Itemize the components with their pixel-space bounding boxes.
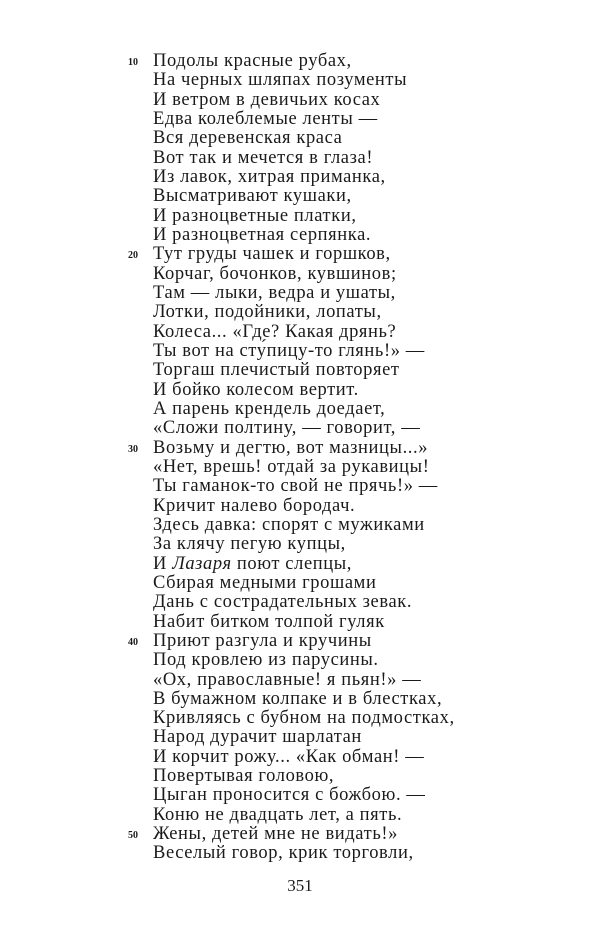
poem-line xyxy=(0,555,600,574)
line-number: 40 xyxy=(128,636,138,648)
line-text: Ты гаманок-то свой не прячь!» — xyxy=(153,476,438,497)
line-text: Ты вот на сту́пицу-то глянь!» — xyxy=(153,340,425,361)
line-text: Корчаг, бочонков, кувшинов; xyxy=(153,263,397,284)
line-text: Коню не двадцать лет, а пять. xyxy=(153,804,403,825)
poem-line xyxy=(0,226,600,245)
line-text: Подолы красные рубах, xyxy=(153,51,352,71)
poem-line xyxy=(0,303,600,322)
poem-line xyxy=(0,458,600,477)
poem-line xyxy=(0,806,600,825)
line-text: Цыган проносится с божбою. — xyxy=(153,785,426,806)
line-text: И ветром в девичьих косах xyxy=(153,89,381,110)
poem-line xyxy=(0,439,600,458)
line-text: «Ох, православные! я пьян!» — xyxy=(153,669,422,690)
line-text: Повертывая головою, xyxy=(153,766,335,787)
line-text: За клячу пегую купцы, xyxy=(153,534,346,555)
line-text: Дань с сострадательных зевак. xyxy=(153,592,413,613)
line-number: 30 xyxy=(128,443,138,455)
poem-line xyxy=(0,400,600,419)
poem-line xyxy=(0,709,600,728)
line-text: Кричит налево бородач. xyxy=(153,495,356,516)
line-number: 10 xyxy=(128,57,138,68)
line-text: И корчит рожу... «Как обман! — xyxy=(153,746,425,767)
poem-line xyxy=(0,477,600,496)
line-text: Вот так и мечется в глаза! xyxy=(153,147,374,168)
poem-line xyxy=(0,690,600,709)
line-text: Торгаш плечистый повторяет xyxy=(153,360,400,381)
line-text: Вся деревенская краса xyxy=(153,128,343,149)
poem-line xyxy=(0,632,600,651)
poem-line xyxy=(0,613,600,632)
poem-line xyxy=(0,149,600,168)
line-text-part: И xyxy=(153,553,173,574)
line-number: 20 xyxy=(128,250,138,262)
poem-line xyxy=(0,767,600,786)
poem-line xyxy=(0,245,600,264)
poem-line xyxy=(0,728,600,747)
line-text xyxy=(153,555,352,574)
poem-line xyxy=(0,323,600,342)
poem-line xyxy=(0,844,600,863)
line-text: Колеса... «Где? Какая дрянь? xyxy=(153,321,397,342)
poem-line xyxy=(0,168,600,187)
poem-line xyxy=(0,419,600,438)
poem-text xyxy=(0,52,600,864)
poem-line xyxy=(0,284,600,303)
line-text: Народ дурачит шарлатан xyxy=(153,727,362,748)
poem-line xyxy=(0,748,600,767)
line-text: Жены, детей мне не видать!» xyxy=(153,824,398,845)
line-text: Веселый говор, крик торговли, xyxy=(153,843,414,864)
poem-line xyxy=(0,516,600,535)
line-text: А парень крендель доедает, xyxy=(153,398,386,419)
poem-line xyxy=(0,91,600,110)
poem-line xyxy=(0,535,600,554)
poem-line xyxy=(0,342,600,361)
line-text: И бойко колесом вертит. xyxy=(153,379,359,400)
line-text: Лотки, подойники, лопаты, xyxy=(153,302,382,323)
poem-line xyxy=(0,187,600,206)
poem-line xyxy=(0,71,600,90)
poem-line xyxy=(0,207,600,226)
line-text: Сбирая медными грошами xyxy=(153,572,377,593)
poem-line xyxy=(0,110,600,129)
line-text: Тут груды чашек и горшков, xyxy=(153,244,391,265)
line-text: Возьму и дегтю, вот мазницы...» xyxy=(153,437,429,458)
line-text: В бумажном колпаке и в блестках, xyxy=(153,688,443,709)
line-text: Здесь давка: спорят с мужиками xyxy=(153,514,425,535)
poem-line xyxy=(0,381,600,400)
line-text: «Нет, врешь! отдай за рукавицы! xyxy=(153,456,430,477)
poem-line xyxy=(0,825,600,844)
line-text: Приют разгула и кручины xyxy=(153,630,372,651)
line-text: Из лавок, хитрая приманка, xyxy=(153,166,386,187)
line-text: Едва колеблемые ленты — xyxy=(153,108,378,129)
poem-line xyxy=(0,129,600,148)
line-text: Набит битком толпой гуляк xyxy=(153,611,385,632)
line-text: Под кровлею из парусины. xyxy=(153,650,379,671)
page-number: 351 xyxy=(287,876,313,895)
line-number: 50 xyxy=(128,830,138,842)
line-text: На черных шляпах позументы xyxy=(153,70,408,91)
poem-line xyxy=(0,651,600,670)
poem-line xyxy=(0,593,600,612)
line-text: Высматривают кушаки, xyxy=(153,186,352,207)
poem-line xyxy=(0,52,600,71)
line-text: Кривляясь с бубном на подмостках, xyxy=(153,708,455,729)
line-text: Там — лыки, ведра и ушаты, xyxy=(153,282,396,303)
line-text: И разноцветные платки, xyxy=(153,205,357,226)
poem-line xyxy=(0,574,600,593)
poem-line xyxy=(0,497,600,516)
poem-line xyxy=(0,671,600,690)
line-text: «Сложи полтину, — говорит, — xyxy=(153,418,421,439)
italic-text: Лазаря xyxy=(172,553,232,574)
line-text-part: поют слепцы, xyxy=(231,553,353,574)
poem-line xyxy=(0,265,600,284)
poem-line xyxy=(0,786,600,805)
poem-line xyxy=(0,361,600,380)
line-text: И разноцветная серпянка. xyxy=(153,224,372,245)
